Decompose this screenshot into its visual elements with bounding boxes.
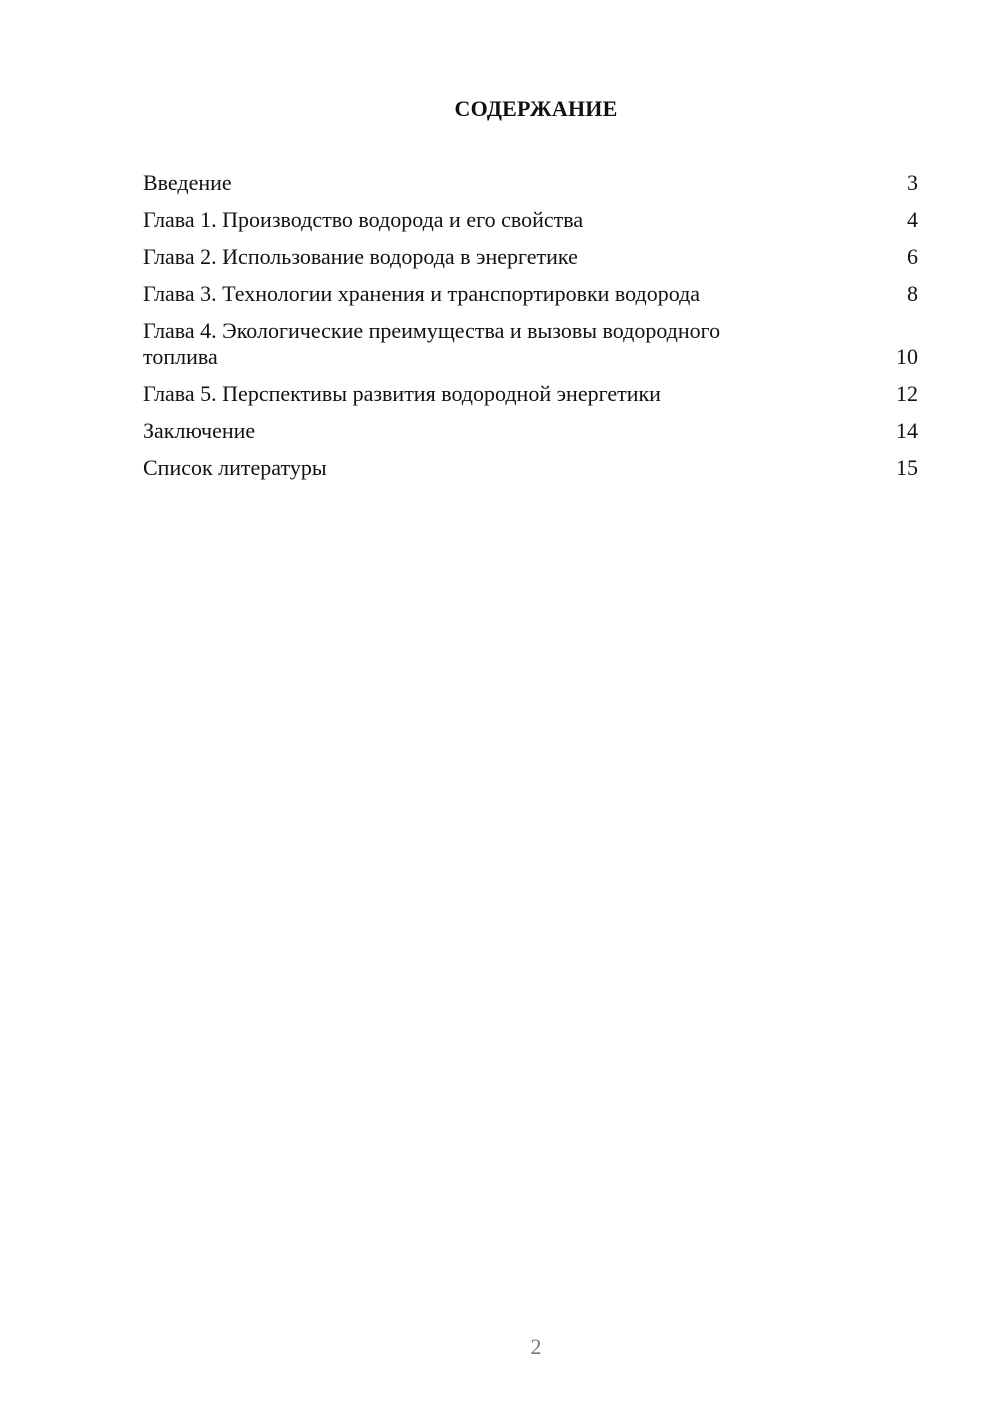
toc-entry-chapter-5[interactable] <box>143 381 920 407</box>
toc-entry-page: 15 <box>896 455 918 480</box>
toc-entry-label: Список литературы <box>143 455 327 480</box>
toc-entry-label: Введение <box>143 170 232 195</box>
toc-entry-page: 8 <box>907 281 918 306</box>
toc-entry-chapter-4[interactable] <box>143 318 920 370</box>
toc-entry-page: 6 <box>907 244 918 269</box>
toc-entry-label: Заключение <box>143 418 256 443</box>
page-number: 2 <box>530 1334 542 1359</box>
toc-entry-page: 4 <box>907 207 918 232</box>
page-title: СОДЕРЖАНИЕ <box>454 96 618 121</box>
toc-entry-references[interactable] <box>143 455 920 481</box>
toc-entry-label: Глава 3. Технологии хранения и транспортировки водорода <box>143 281 701 306</box>
toc-entry-chapter-1[interactable] <box>143 207 920 233</box>
toc-entry-introduction[interactable] <box>143 170 920 196</box>
toc-entry-label: Глава 1. Производство водорода и его свойства <box>143 207 584 232</box>
toc-entry-conclusion[interactable] <box>143 418 920 444</box>
toc-entry-label: Глава 2. Использование водорода в энергетике <box>143 244 578 269</box>
toc-entry-page: 10 <box>896 344 918 369</box>
toc-entry-page: 14 <box>896 418 918 443</box>
toc-entry-label: Глава 5. Перспективы развития водородной энергетики <box>143 381 661 406</box>
toc-entry-label: Глава 4. Экологические преимущества и вызовы водородного топлива <box>143 318 721 369</box>
toc-entry-page: 12 <box>896 381 918 406</box>
toc-entry-page: 3 <box>907 170 918 195</box>
table-of-contents <box>143 170 920 492</box>
toc-entry-chapter-2[interactable] <box>143 244 920 270</box>
toc-entry-chapter-3[interactable] <box>143 281 920 307</box>
